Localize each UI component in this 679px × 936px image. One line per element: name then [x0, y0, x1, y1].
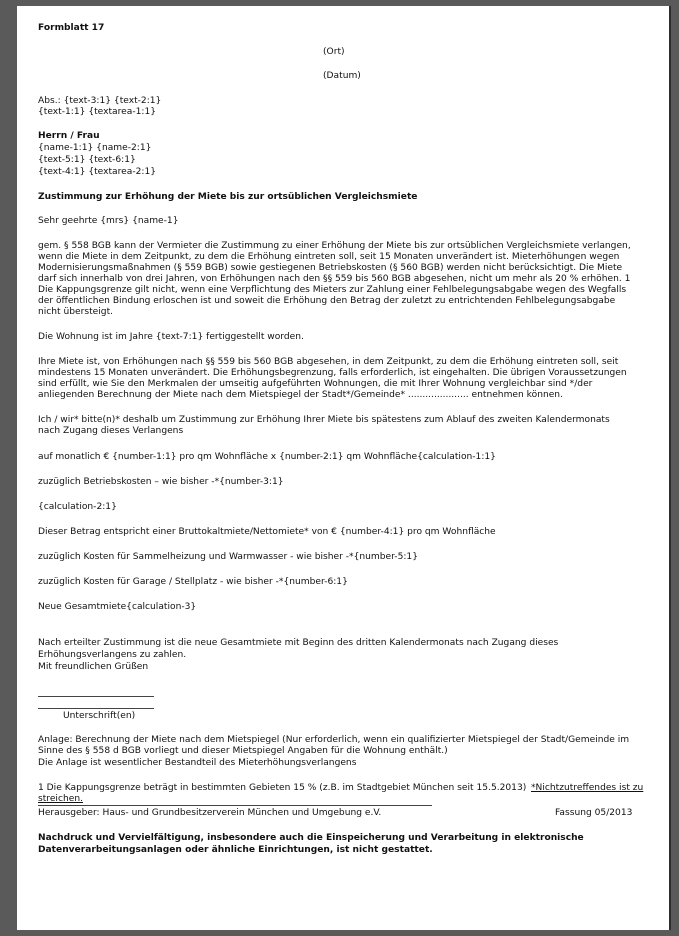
para4-line: Ich / wir* bitte(n)* deshalb um Zustimmung zur Erhöhung Ihrer Miete bis spätestens zum Ablauf des zweiten Kalendermonats [38, 415, 610, 425]
recipient-line-3: {text-4:1} {textarea-2:1} [38, 167, 157, 177]
document-page [17, 6, 669, 930]
para1-line: wenn die Miete in dem Zeitpunkt, zu dem die Erhöhung eintreten soll, seit 15 Monaten unverändert ist. Mieterhöhungen wegen [38, 252, 620, 262]
closing-line: Mit freundlichen Grüßen [38, 662, 149, 672]
copyright-line: Nachdruck und Vervielfältigung, insbesondere auch die Einspeicherung und Verarbeitung in elektronische [38, 833, 584, 843]
sender-line-1: Abs.: {text-3:1} {text-2:1} [38, 96, 162, 106]
para3-line: Ihre Miete ist, von Erhöhungen nach §§ 559 bis 560 BGB abgesehen, in dem Zeitpunkt, zu dem die Erhöhung eintreten soll, seit [38, 357, 619, 367]
anlage-line: Die Anlage ist wesentlicher Bestandteil des Mieterhöhungsverlangens [38, 758, 357, 768]
signature-label: Unterschrift(en) [63, 711, 136, 721]
publisher: Herausgeber: Haus- und Grundbesitzerverein München und Umgebung e.V. [38, 808, 382, 818]
closing-line: Erhöhungsverlangens zu zahlen. [38, 650, 187, 660]
anlage-line: Sinne des § 558 d BGB vorliegt und dieser Mietspiegel Angaben für die Wohnung enthält.) [38, 746, 448, 756]
recipient-heading: Herrn / Frau [38, 131, 100, 141]
para1-line: nicht übersteigt. [38, 307, 114, 317]
anlage-line: Anlage: Berechnung der Miete nach dem Mietspiegel (Nur erforderlich, wenn ein qualifizierter Mietspiegel der Stadt/Gemeinde im [38, 735, 630, 745]
letter-subject: Zustimmung zur Erhöhung der Miete bis zur ortsüblichen Vergleichsmiete [38, 192, 418, 202]
signature-line [38, 696, 154, 697]
para1-line: darf sich innerhalb von drei Jahren, von Erhöhungen nach den §§ 559 bis 560 BGB abgesehen, nicht um mehr als 20 % erhöhen. 1 [38, 274, 631, 284]
calc-line: auf monatlich € {number-1:1} pro qm Wohnfläche x {number-2:1} qm Wohnfläche{calculation-1:1} [38, 452, 496, 462]
version: Fassung 05/2013 [555, 808, 633, 818]
para3-line: anliegenden Berechnung der Miete nach dem Mietspiegel der Stadt*/Gemeinde* ..................... entnehmen können. [38, 390, 563, 400]
calc-line: {calculation-2:1} [38, 502, 117, 512]
copyright-line: Datenverarbeitungsanlagen oder ähnliche Einrichtungen, ist nicht gestattet. [38, 845, 433, 855]
para3-line: sind erfüllt, wie Sie den Merkmalen der umseitig aufgeführten Wohnungen, die mit Ihrer Wohnung vergleichbar sind */der [38, 379, 593, 389]
para2: Die Wohnung ist im Jahre {text-7:1} fertiggestellt worden. [38, 332, 304, 342]
recipient-line-1: {name-1:1} {name-2:1} [38, 143, 152, 153]
recipient-line-2: {text-5:1} {text-6:1} [38, 155, 136, 165]
footer-rule [38, 805, 432, 806]
sender-line-2: {text-1:1} {textarea-1:1} [38, 107, 157, 117]
footnote-note-cont: streichen. [38, 794, 83, 804]
signature-line [38, 708, 154, 709]
para1-line: gem. § 558 BGB kann der Vermieter die Zustimmung zu einer Erhöhung der Miete bis zur ortsüblichen Vergleichsmiete verlangen, [38, 241, 631, 251]
date-placeholder: (Datum) [323, 71, 361, 81]
calc-line: zuzüglich Kosten für Sammelheizung und Warmwasser - wie bisher -*{number-5:1} [38, 552, 418, 562]
footnote: 1 Die Kappungsgrenze beträgt in bestimmten Gebieten 15 % (z.B. im Stadtgebiet München seit 15.5.2013) [38, 783, 527, 793]
para1-line: Modernisierungsmaßnahmen (§ 559 BGB) sowie gestiegenen Betriebskosten (§ 560 BGB) werden nicht berücksichtigt. Die Miete [38, 263, 623, 273]
para4-line: nach Zugang dieses Verlangens [38, 426, 184, 436]
greeting: Sehr geehrte {mrs} {name-1} [38, 216, 179, 226]
calc-line: zuzüglich Betriebskosten – wie bisher -*{number-3:1} [38, 477, 284, 487]
footnote-note: *Nichtzutreffendes ist zu [531, 783, 644, 793]
form-title: Formblatt 17 [38, 23, 105, 33]
para1-line: der öffentlichen Bindung erloschen ist und soweit die Erhöhung den Betrag der zuletzt zu entrichtenden Fehlbelegungsabgabe [38, 296, 616, 306]
calc-line: Dieser Betrag entspricht einer Bruttokaltmiete/Nettomiete* von € {number-4:1} pro qm Wohnfläche [38, 527, 496, 537]
place-placeholder: (Ort) [323, 47, 345, 57]
calc-line: Neue Gesamtmiete{calculation-3} [38, 602, 197, 612]
para3-line: mindestens 15 Monaten unverändert. Die Erhöhungsbegrenzung, falls erforderlich, ist eingehalten. Die übrigen Voraussetzungen [38, 368, 627, 378]
closing-line: Nach erteilter Zustimmung ist die neue Gesamtmiete mit Beginn des dritten Kalendermonats nach Zugang dieses [38, 638, 559, 648]
para1-line: Die Kappungsgrenze gilt nicht, wenn eine Verpflichtung des Mieters zur Zahlung einer Fehlbelegungsabgabe wegen des Wegfalls [38, 285, 627, 295]
calc-line: zuzüglich Kosten für Garage / Stellplatz - wie bisher -*{number-6:1} [38, 577, 348, 587]
